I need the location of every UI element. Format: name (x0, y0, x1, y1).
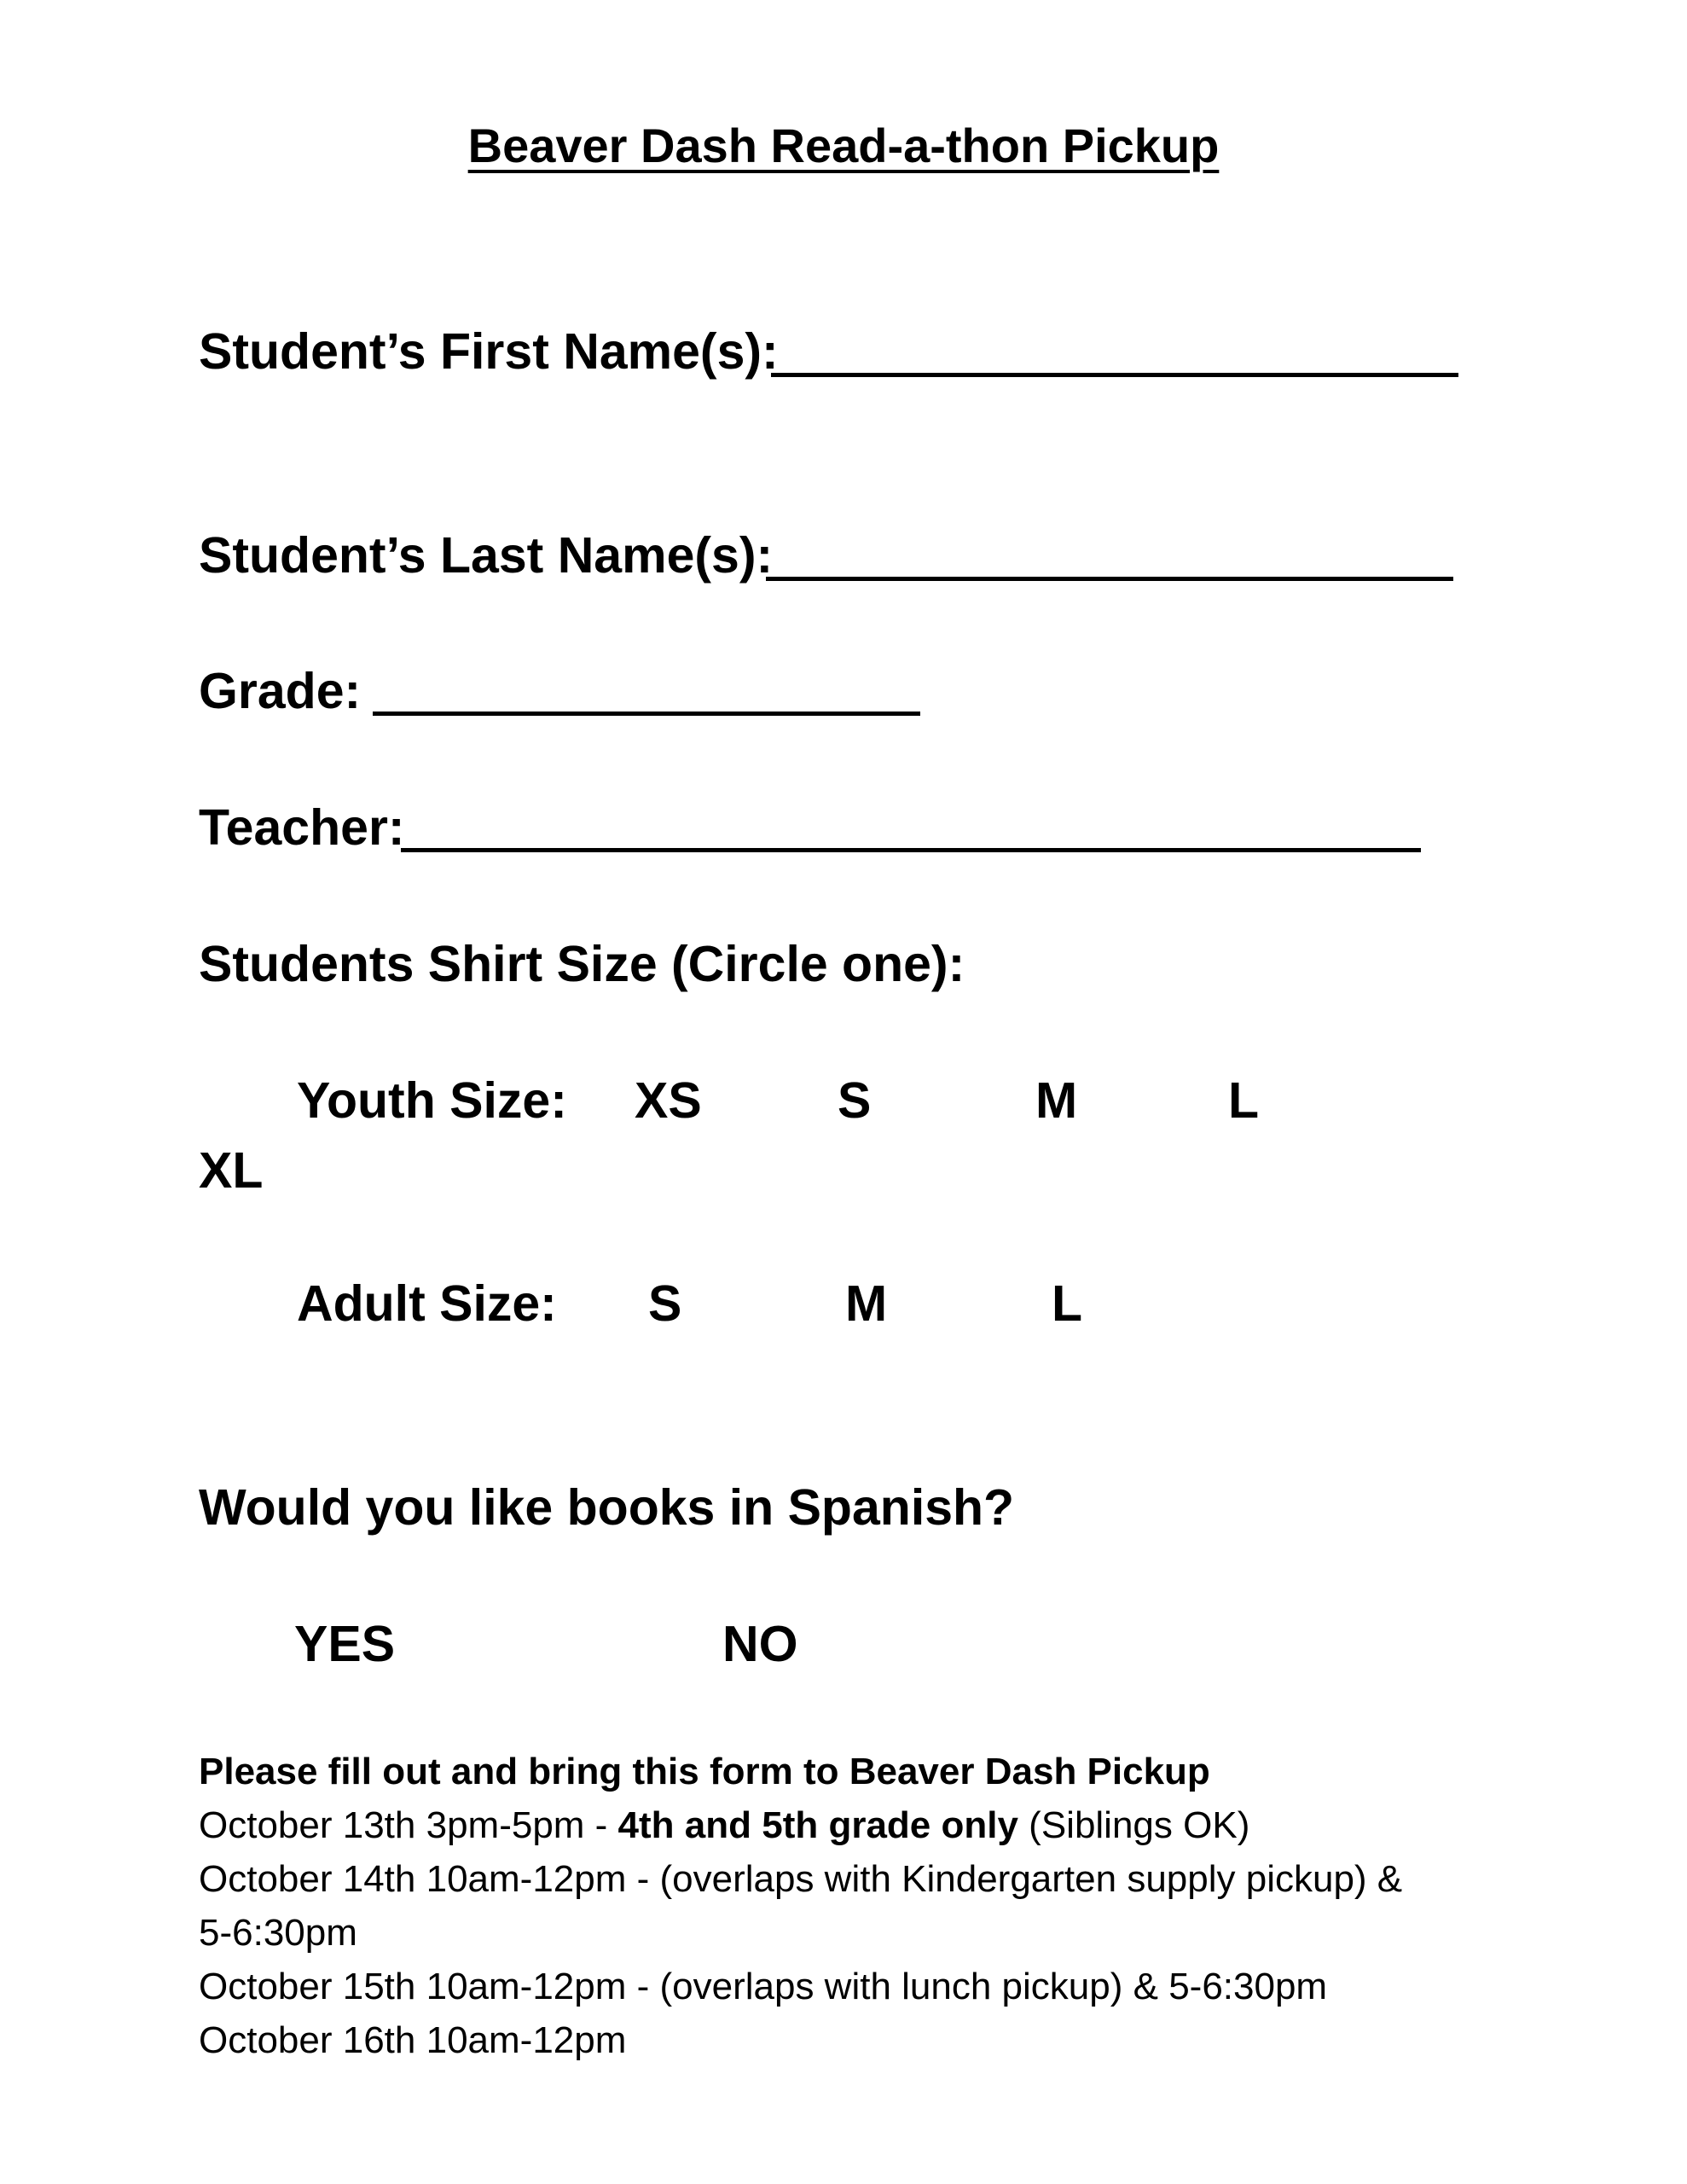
grade-label: Grade: (199, 663, 362, 719)
last-name-label: Student’s Last Name(s): (199, 527, 774, 584)
youth-size-m[interactable]: M (1035, 1072, 1078, 1129)
teacher-field[interactable] (401, 848, 1421, 852)
first-name-field[interactable] (771, 373, 1458, 377)
youth-size-label: Youth Size: (297, 1072, 567, 1129)
adult-size-label: Adult Size: (297, 1275, 557, 1332)
oct13-grade-restriction: 4th and 5th grade only (617, 1804, 1018, 1846)
grade-field[interactable] (373, 712, 920, 716)
youth-size-s[interactable]: S (838, 1072, 872, 1129)
shirt-size-heading: Students Shirt Size (Circle one): (199, 936, 965, 992)
first-name-label: Student’s First Name(s): (199, 323, 779, 380)
oct13-prefix: October 13th 3pm-5pm - (199, 1804, 618, 1846)
youth-size-xl[interactable]: XL (199, 1142, 264, 1199)
pickup-date-oct13 (199, 1798, 1249, 1852)
adult-size-l[interactable]: L (1052, 1275, 1083, 1332)
form-title: Beaver Dash Read-a-thon Pickup (467, 119, 1220, 172)
oct13-suffix: (Siblings OK) (1017, 1804, 1250, 1846)
spanish-question: Would you like books in Spanish? (199, 1479, 1015, 1536)
pickup-date-oct15: October 15th 10am-12pm - (overlaps with lunch pickup) & 5-6:30pm (199, 1966, 1328, 2007)
pickup-instruction: Please fill out and bring this form to Beaver Dash Pickup (199, 1751, 1210, 1792)
spanish-no-option[interactable]: NO (722, 1616, 798, 1672)
youth-size-l[interactable]: L (1228, 1072, 1260, 1129)
spanish-yes-option[interactable]: YES (294, 1616, 396, 1672)
pickup-date-oct14-evening: 5-6:30pm (199, 1912, 357, 1954)
teacher-label: Teacher: (199, 799, 405, 856)
adult-size-m[interactable]: M (845, 1275, 888, 1332)
youth-size-xs[interactable]: XS (635, 1072, 702, 1129)
pickup-date-oct16: October 16th 10am-12pm (199, 2019, 627, 2061)
pickup-date-oct14: October 14th 10am-12pm - (overlaps with Kindergarten supply pickup) & (199, 1858, 1403, 1900)
last-name-field[interactable] (766, 577, 1453, 581)
adult-size-s[interactable]: S (648, 1275, 682, 1332)
